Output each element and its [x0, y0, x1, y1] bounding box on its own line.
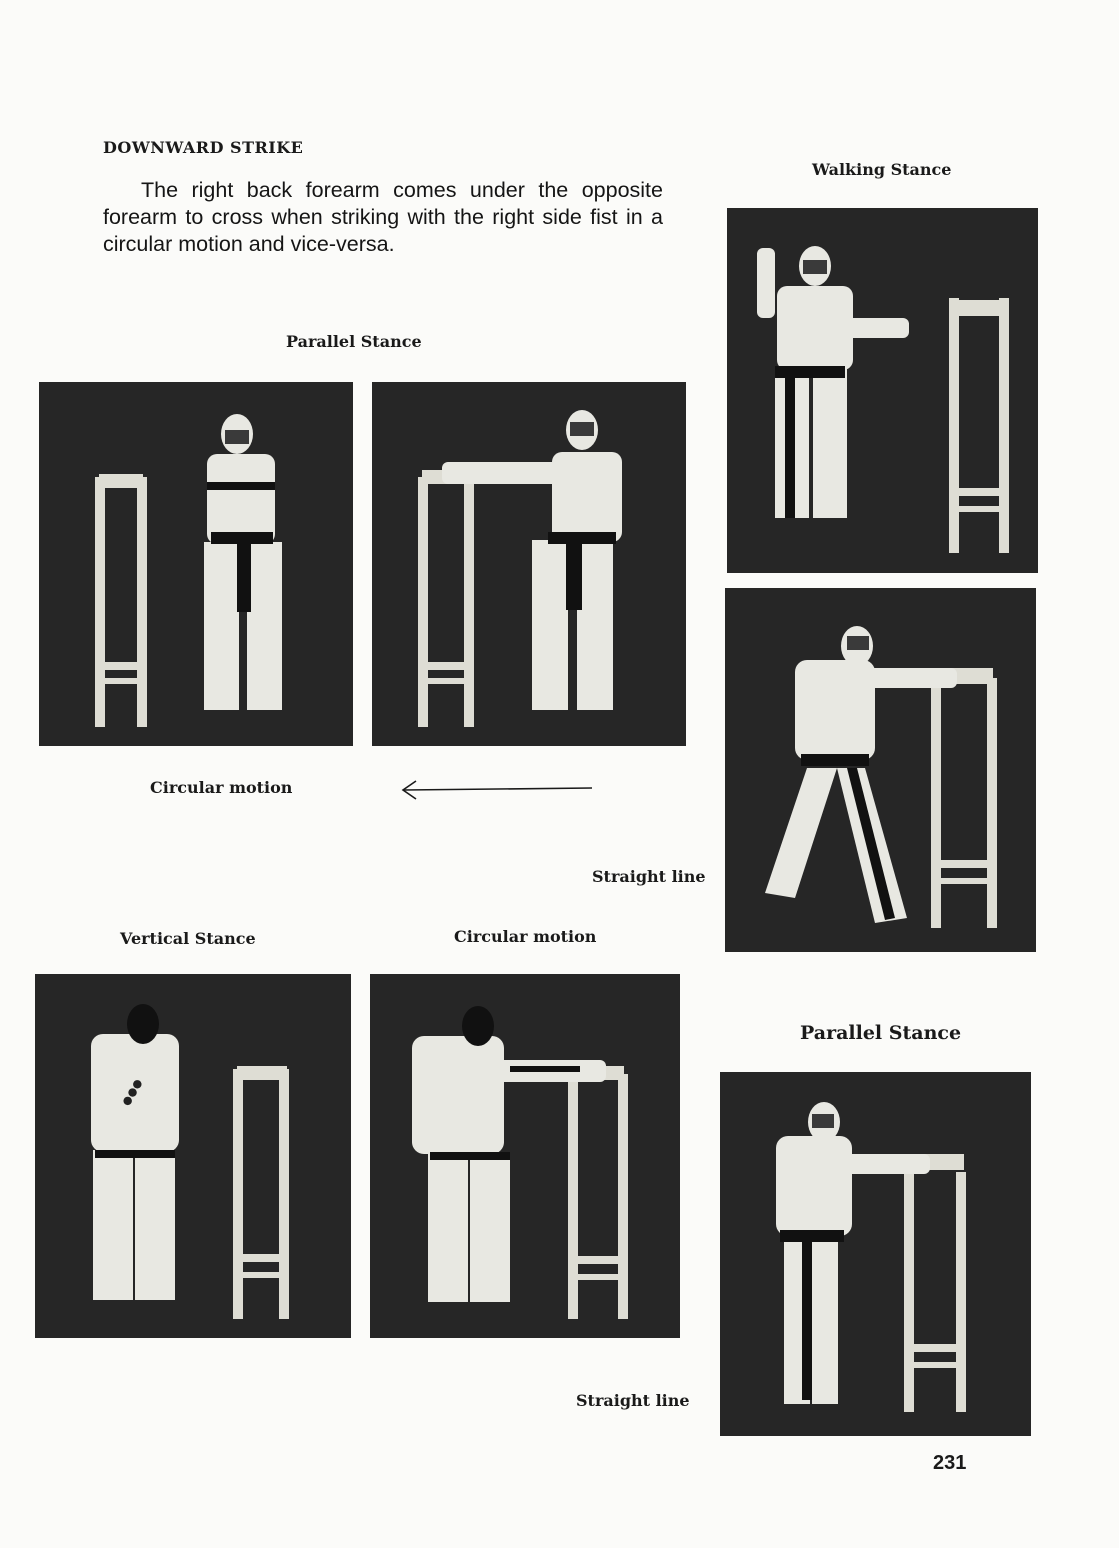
circular-motion-caption-top: Circular motion [150, 778, 293, 797]
photo-parallel-stance-side-strike [720, 1072, 1031, 1436]
description-paragraph: The right back forearm comes under the opposite forearm to cross when striking with the right side fist in a circular motion and vice-versa. [103, 178, 663, 256]
walking-stance-caption: Walking Stance [812, 160, 952, 179]
parallel-stance-caption-bottom: Parallel Stance [800, 1022, 962, 1044]
straight-line-caption-bottom: Straight line [576, 1391, 690, 1410]
left-arrow-icon [398, 778, 594, 802]
photo-walking-stance-raised [727, 208, 1038, 573]
photo-parallel-stance-strike [372, 382, 686, 746]
parallel-stance-caption-top: Parallel Stance [286, 332, 422, 351]
page-number: 231 [933, 1452, 967, 1474]
photo-parallel-stance-crossed-arms [39, 382, 353, 746]
photo-vertical-stance-strike [370, 974, 680, 1338]
straight-line-caption-top: Straight line [592, 867, 706, 886]
section-heading: DOWNWARD STRIKE [103, 138, 304, 157]
vertical-stance-caption: Vertical Stance [120, 929, 256, 948]
circular-motion-caption-bottom: Circular motion [454, 927, 597, 946]
photo-walking-stance-strike [725, 588, 1036, 952]
svg-text:●●●: ●●● [119, 1076, 145, 1108]
photo-vertical-stance-back [35, 974, 351, 1338]
